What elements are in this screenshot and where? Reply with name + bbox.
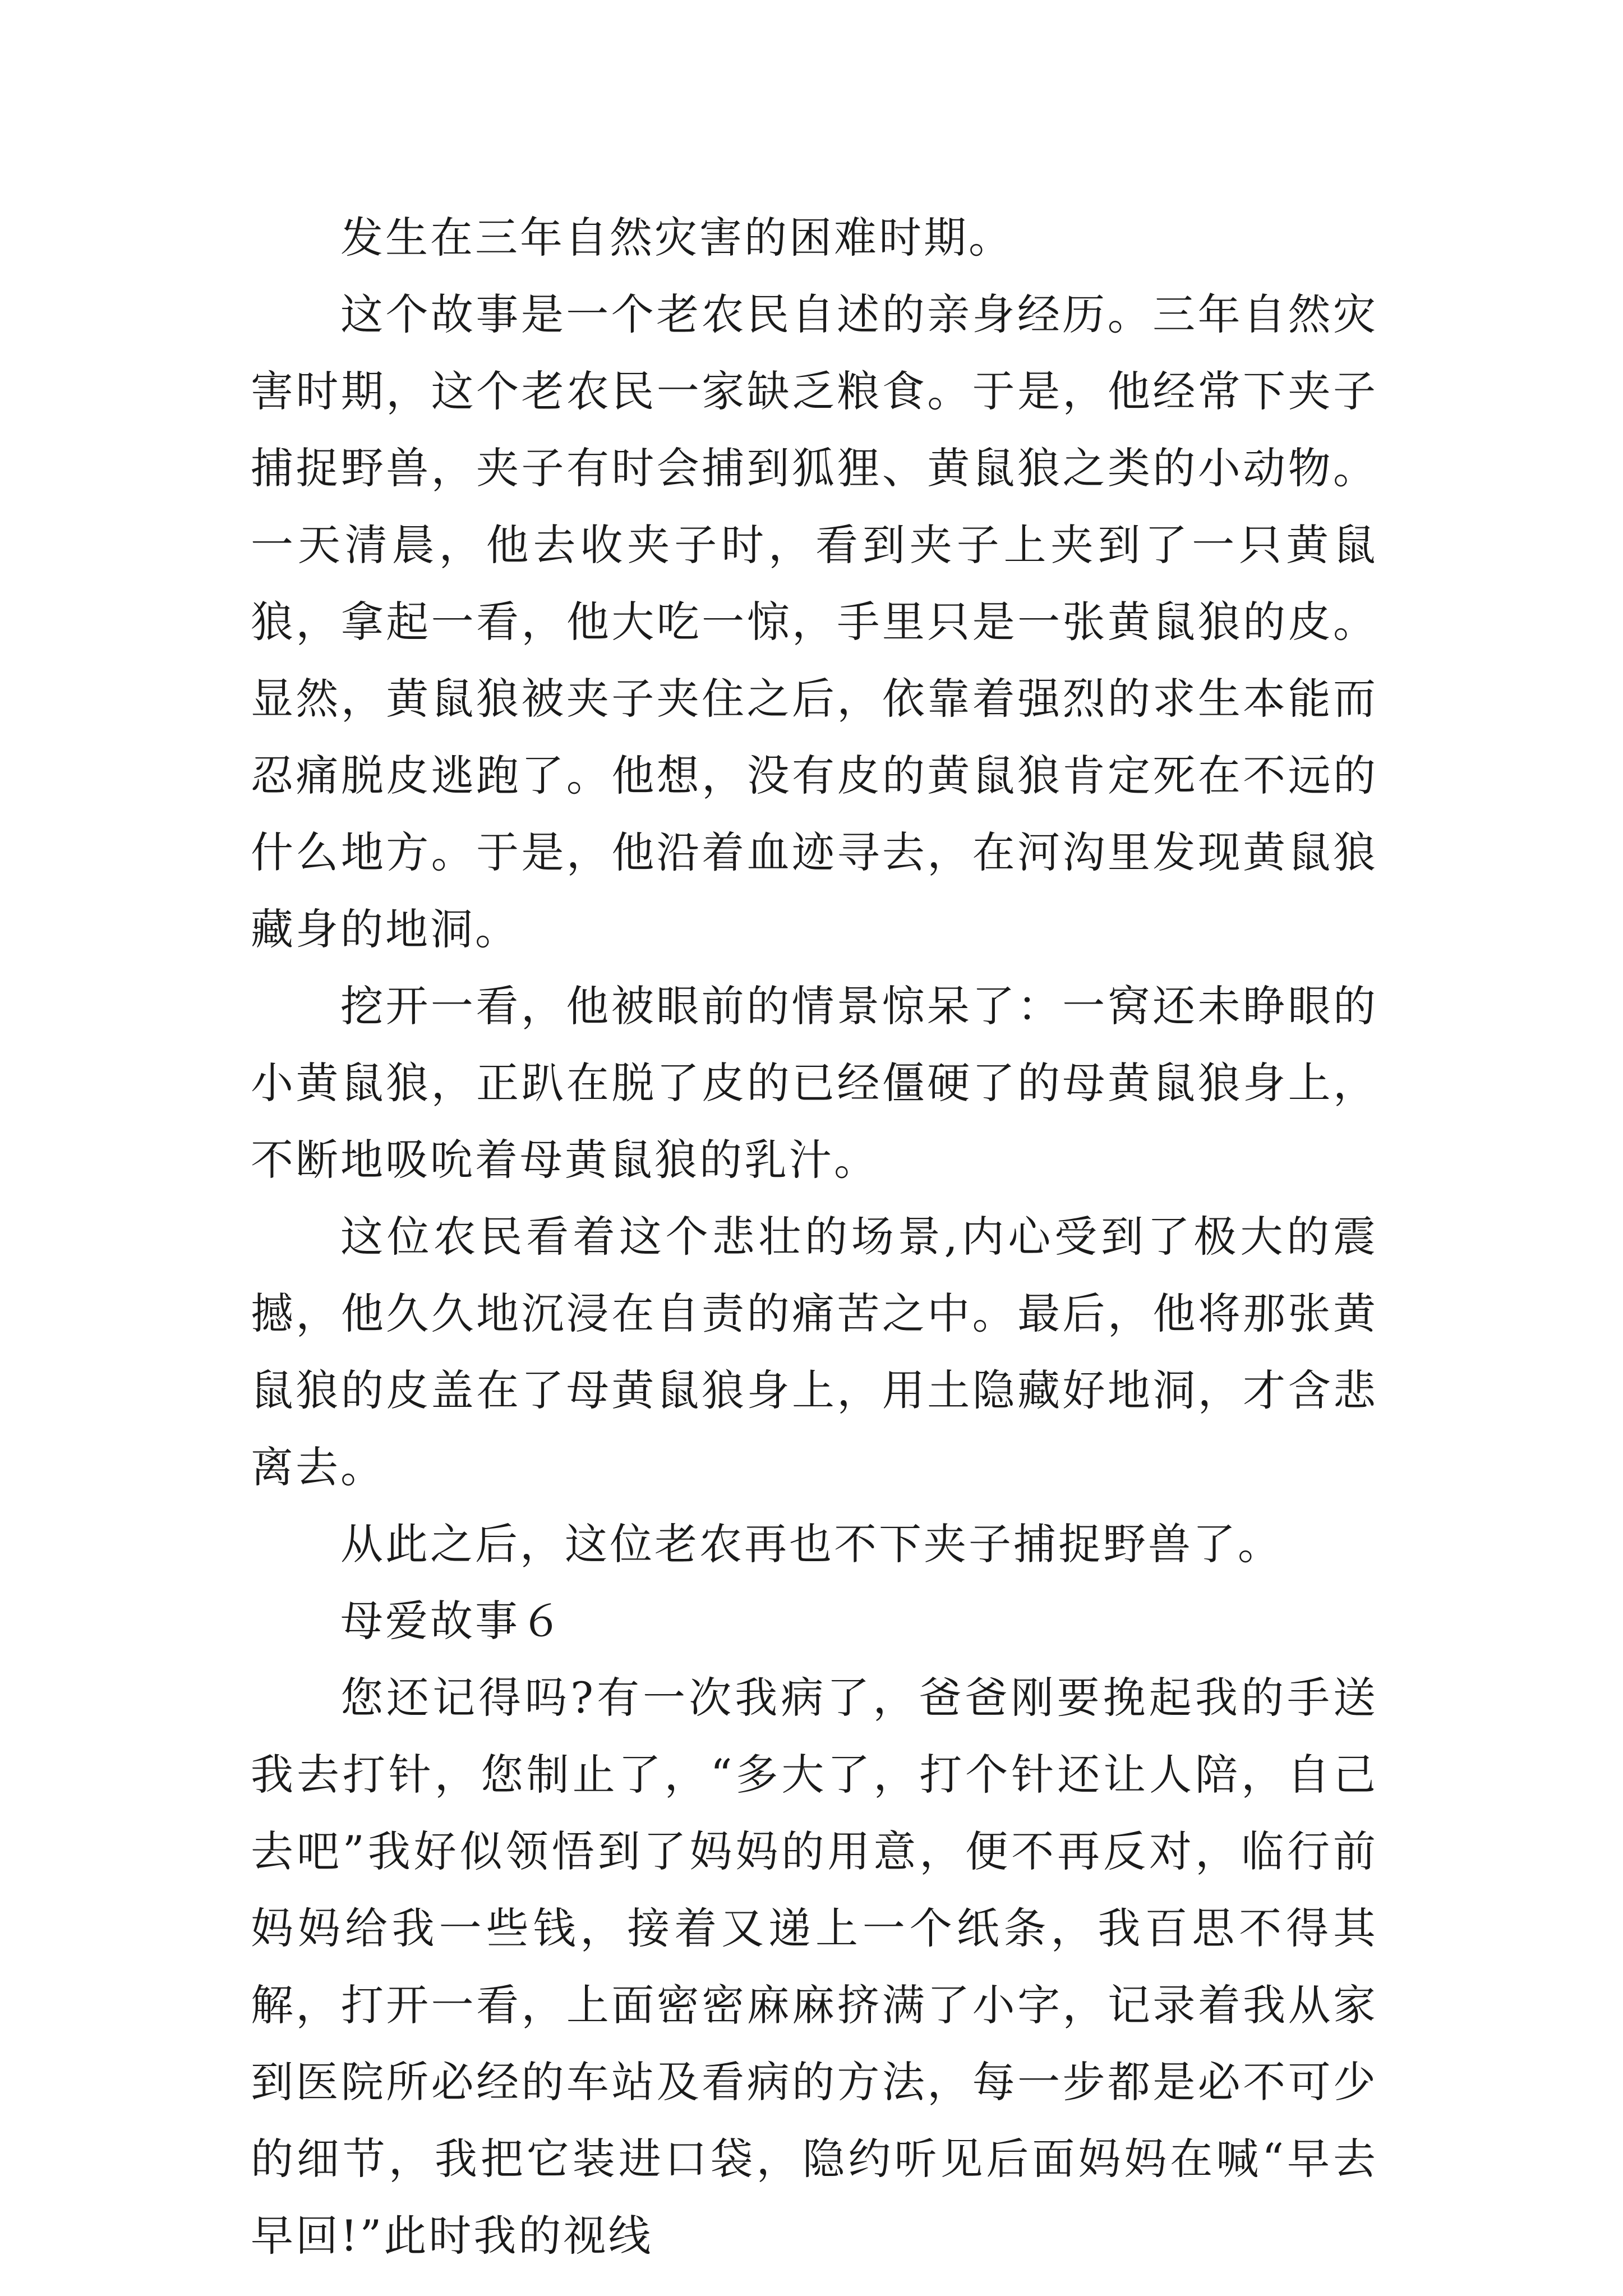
paragraph-4: 这位农民看着这个悲壮的场景,内心受到了极大的震撼，他久久地沉浸在自责的痛苦之中。最后，他将那张黄鼠狼的皮盖在了母黄鼠狼身上，用土隐藏好地洞，才含悲离去。 xyxy=(251,1212,1378,1492)
paragraph-2: 这个故事是一个老农民自述的亲身经历。三年自然灾害时期，这个老农民一家缺乏粮食。于是，他经常下夹子捕捉野兽，夹子有时会捕到狐狸、黄鼠狼之类的小动物。 一天清晨，他去收夹子时，看到夹子上夹到了一只黄鼠狼，拿起一看，他大吃一惊，手里只是一张黄鼠狼的皮。显然，黄鼠狼被夹子夹住之后，依靠着强烈的求生本能而忍痛脱皮逃跑了。他想，没有皮的黄鼠狼肯定死在不远的什么地方。于是，他沿着血迹寻去，在河沟里发现黄鼠狼藏身的地洞。 xyxy=(251,289,1378,954)
paragraph-3: 挖开一看，他被眼前的情景惊呆了：一窝还未睁眼的小黄鼠狼，正趴在脱了皮的已经僵硬了的母黄鼠狼身上，不断地吸吮着母黄鼠狼的乳汁。 xyxy=(251,981,1378,1185)
paragraph-6: 您还记得吗?有一次我病了，爸爸刚要挽起我的手送我去打针，您制止了，“多大了，打个针还让人陪，自己去吧”我好似领悟到了妈妈的用意，便不再反对，临行前妈妈给我一些钱，接着又递上一个纸条，我百思不得其解，打开一看，上面密密麻麻挤满了小字，记录着我从家到医院所必经的车站及看病的方法，每一步都是必不可少的细节，我把它装进口袋，隐约听见后面妈妈在喊“早去早回!”此时我的视线 xyxy=(251,1673,1378,2261)
document-body xyxy=(251,199,1378,2274)
paragraph-5: 从此之后，这位老农再也不下夹子捕捉野兽了。 xyxy=(340,1519,1283,1569)
paragraph-1: 发生在三年自然灾害的困难时期。 xyxy=(340,213,1013,263)
section-heading: 母爱故事６ xyxy=(340,1596,565,1646)
